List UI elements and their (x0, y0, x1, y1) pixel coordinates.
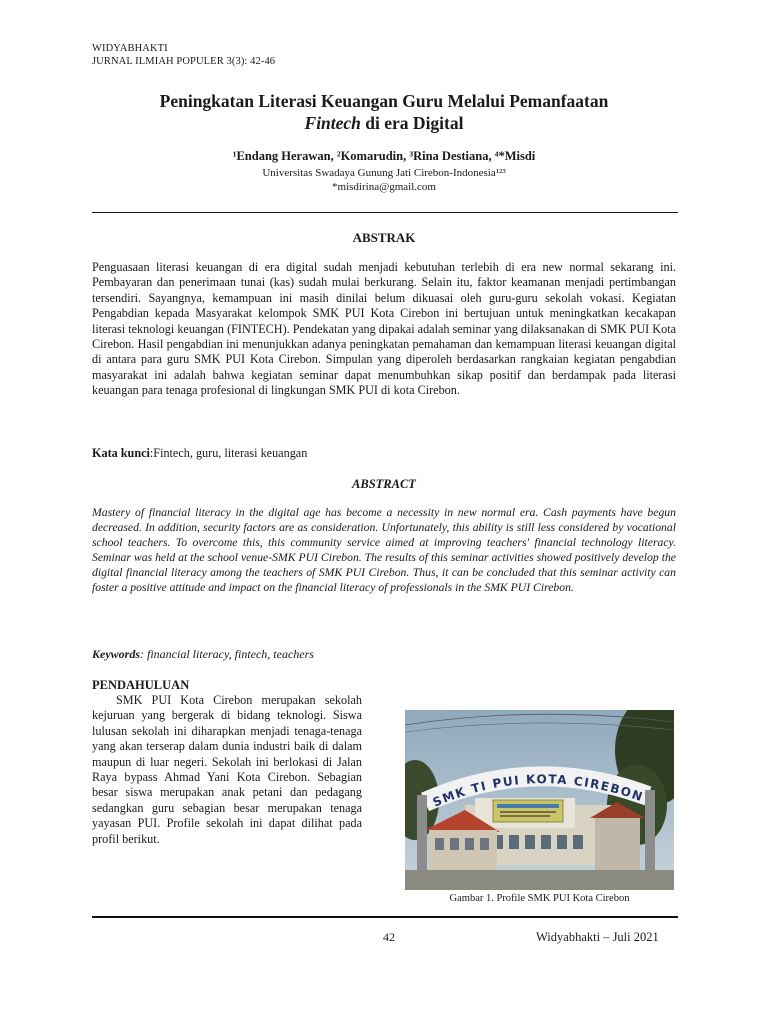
paper-title (92, 90, 676, 134)
affiliation: Universitas Swadaya Gunung Jati Cirebon-Indonesia¹²³ (262, 167, 506, 179)
title-line-2 (92, 112, 676, 134)
kata-kunci-label: Kata kunci (92, 446, 150, 460)
abstrak-text: Penguasaan literasi keuangan di era digital sudah menjadi kebutuhan terlebih di era new normal sekarang ini. Pembayaran dan penerimaan tunai (kas) sudah mulai berkurang. Selain itu, faktor keamanan menjadi pertimbangan tersendiri. Sayangnya, kemampuan ini masih dinilai belum dikuasai oleh guru-guru sekolah vokasi. Kegiatan Pengabdian kepada Masyarakat kelompok SMK PUI Kota Cirebon ini bertujuan untuk meningkatkan kecakapan literasi teknologi keuangan (FINTECH). Pendekatan yang dipakai adalah seminar yang dilaksanakan di SMK PUI Kota Cirebon. Hasil pengabdian ini menunjukkan adanya peningkatan pemahaman dan kemampuan literasi keuangan digital di antara para guru SMK PUI Kota Cirebon. Simpulan yang diperoleh berdasarkan rangkaian kegiatan pengabdian masyarakat ini adalah bahwa kegiatan seminar dapat menumbuhkan sikap positif dan berdampak pada literasi keuangan para tenaga profesional di lingkungan SMK PUI di kota Cirebon. (92, 260, 676, 398)
author-list: ¹Endang Herawan, ²Komarudin, ³Rina Destiana, ⁴*Misdi (232, 149, 536, 163)
abstract-heading: ABSTRACT (352, 477, 416, 491)
title-line-2-rest: di era Digital (360, 113, 464, 133)
title-italic-word: Fintech (304, 113, 361, 133)
affiliation-block (92, 166, 676, 194)
journal-name: WIDYABHAKTI (92, 43, 168, 54)
figure-caption: Gambar 1. Profile SMK PUI Kota Cirebon (449, 893, 630, 904)
arch-sign-text: SMK TI PUI KOTA CIREBON (430, 772, 646, 810)
title-line-1: Peningkatan Literasi Keuangan Guru Melalui Pemanfaatan (159, 91, 609, 111)
school-photo-illustration (405, 710, 674, 890)
kata-kunci (92, 446, 307, 461)
kata-kunci-text: :Fintech, guru, literasi keuangan (149, 446, 308, 460)
keywords-label: Keywords (92, 647, 140, 661)
pendahuluan-body: SMK PUI Kota Cirebon merupakan sekolah kejuruan yang bergerak di bidang teknologi. Siswa lulusan sekolah ini diharapkan menjadi tenaga-tenaga yang akan terserap dalam dunia industri baik di dalam maupun di luar negeri. Sekolah ini berlokasi di Jalan Raya bypass Ahmad Yani Kota Cirebon. Sebagian besar siswa merupakan anak petani dan pedagang sedangkan guru sebagian besar merupakan tenaga yayasan PUI. Profile sekolah ini dapat dilihat pada profil berikut. (92, 693, 362, 846)
keywords (92, 647, 314, 662)
pendahuluan-heading: PENDAHULUAN (92, 678, 190, 692)
top-divider (92, 212, 678, 213)
school-photo (405, 710, 674, 890)
abstract-text: Mastery of financial literacy in the digital age has become a necessity in new normal era. Cash payments have begun decreased. In addition, security factors are as consideration. Unfortunately, this ability is still less considered by vocational school teachers. To overcome this, this community service aimed at improving teachers' financial technology literacy. Seminar was held at the school venue-SMK PUI Cirebon. The results of this seminar activities showed positively develop the digital financial literacy among the teachers of SMK PUI Cirebon. Thus, it can be concluded that this seminar activity can foster a positive attitude and impact on the financial literacy of professionals in the SMK PUI Cirebon. (92, 506, 676, 594)
author-email: *misdirina@gmail.com (332, 181, 436, 193)
journal-header (92, 42, 275, 68)
journal-citation: JURNAL ILMIAH POPULER 3(3): 42-46 (92, 56, 276, 67)
bottom-divider (92, 916, 678, 918)
pendahuluan-text (92, 693, 362, 847)
footer-journal-date: Widyabhakti – Juli 2021 (536, 930, 659, 944)
abstrak-heading: ABSTRAK (352, 230, 416, 245)
keywords-text: : financial literacy, fintech, teachers (140, 647, 314, 661)
page-number: 42 (383, 930, 395, 944)
